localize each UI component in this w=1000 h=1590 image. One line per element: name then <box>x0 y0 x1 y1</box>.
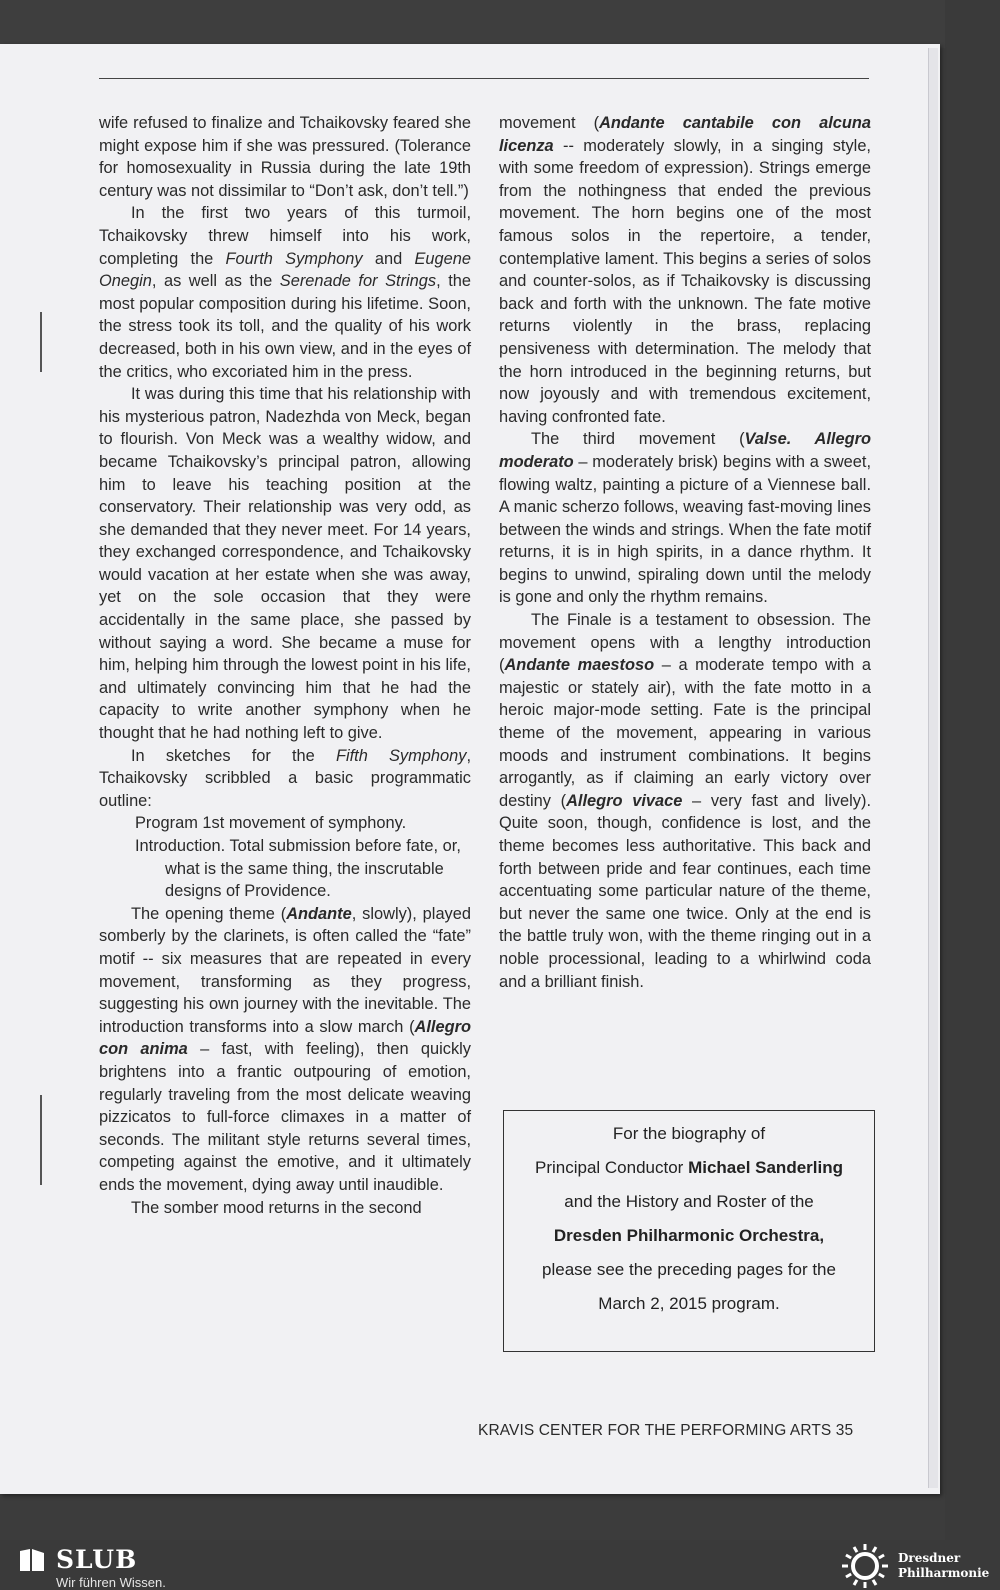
left-column <box>99 112 471 1219</box>
sunburst-logo-icon <box>840 1543 890 1589</box>
page-footer <box>478 1422 853 1440</box>
partner-name: Dresdner Philharmonie <box>898 1551 990 1580</box>
work-title: Fourth Symphony <box>225 249 363 268</box>
bio-line: For the biography of <box>612 1124 766 1143</box>
bio-line: March 2, 2015 program. <box>598 1294 780 1313</box>
bio-line: Principal Conductor Michael Sanderling <box>534 1158 843 1177</box>
dresdner-philharmonie-logo[interactable] <box>840 1543 1000 1589</box>
slub-tagline: Wir führen Wissen. <box>56 1575 166 1590</box>
right-column <box>499 112 871 993</box>
binding-mark <box>40 312 42 372</box>
bio-line: please see the preceding pages for the <box>542 1260 836 1279</box>
paragraph: movement (Andante cantabile con alcuna licenza -- moderately slowly, in a singing style, with some freedom of expression). Strings emerge from the nothingness that ended the previous movement. The horn begins one of the most famous solos in the repertoire, a tender, contemplative lament. This begins a series of solos and counter-solos, as if Tchaikovsky is discussing back and forth with the unknown. The fate motive returns violently in the brass, replacing pensiveness with determination. The melody that the horn introduced in the beginning returns, but now joyously and with tremendous excitement, having confronted fate. <box>499 114 871 426</box>
tempo-marking: Allegro vivace <box>566 791 683 810</box>
scan-background-right <box>945 0 1000 1540</box>
book-icon <box>18 1547 48 1573</box>
conductor-name: Michael Sanderling <box>688 1158 843 1177</box>
orchestra-name: Dresden Philharmonic Orchestra, <box>553 1226 825 1245</box>
biography-notice-box <box>503 1110 875 1352</box>
scan-background-top <box>0 0 1000 48</box>
tempo-marking: Andante <box>286 904 352 923</box>
tempo-marking: Andante cantabile con alcuna licenza <box>499 114 871 155</box>
paragraph: The third movement (Valse. Allegro moderato – moderately brisk) begins with a sweet, flowing waltz, painting a picture of a Viennese ball. A manic scherzo follows, weaving fast-moving lines between the winds and strings. When the fate motif returns, it is in high spirits, in a dance rhythm. It begins to unwind, spiraling down until the melody is gone and only the rhythm remains. <box>499 430 871 607</box>
paragraph: It was during this time that his relationship with his mysterious patron, Nadezhda von Meck, began to flourish. Von Meck was a wealthy widow, and became Tchaikovsky’s principal patron, allowing him to leave his teaching position at the conservatory. Their relationship was very odd, as she demanded that they never meet. For 14 years, they exchanged correspondence, and Tchaikovsky would vacation at her estate when she was away, yet on the sole occasion that they were accidentally in the same place, she passed by without saying a word. She became a muse for him, helping him through the lowest point in his life, and ultimately convincing him that he had the capacity to write another symphony when he thought that he had nothing left to give. <box>99 385 471 743</box>
bio-line <box>504 1219 874 1253</box>
paragraph: In sketches for the Fifth Symphony, Tchaikovsky scribbled a basic programmatic outline: <box>99 746 472 810</box>
paragraph: The somber mood returns in the second <box>131 1198 422 1217</box>
paragraph: The opening theme (Andante, slowly), played somberly by the clarinets, is often called the “fate” motif -- six measures that are repeated in every movement, transforming as they progress, suggesting his own journey with the inevitable. The introduction transforms into a slow march (Allegro con anima – fast, with feeling), then quickly brightens into a frantic outpouring of emotion, regularly traveling from the most delicate weaving pizzicatos to full-force climaxes in a matter of seconds. The militant style returns several times, competing against the emotive, and it ultimately ends the movement, dying away until inaudible. <box>99 904 471 1194</box>
paragraph: The Finale is a testament to obsession. The movement opens with a lengthy introduction (Andante maestoso – a moderate tempo with a majestic or stately air), with the fate motto in a heroic major-mode setting. Fate is the principal theme of the movement, appearing in various moods and instrument combinations. It begins arrogantly, as if claiming an early victory over destiny (Allegro vivace – very fast and lively). Quite soon, though, confidence is lost, and the theme becomes less authoritative. This back and forth between pride and fear continues, each time accentuating some particular nature of the theme, but never the same one twice. Only at the end is the battle truly won, with the theme ringing out in a noble processional, leading to a whirlwind coda and a brilliant finish. <box>499 611 872 991</box>
slub-logo[interactable] <box>12 1545 212 1589</box>
paragraph: In the first two years of this turmoil, Tchaikovsky threw himself into his work, completing the Fourth Symphony and Eugene Onegin, as well as the Serenade for Strings, the most popular composition during his lifetime. Soon, the stress took its toll, and the quality of his work decreased, both in his own view, and in the eyes of the critics, who excoriated him in the press. <box>99 204 471 381</box>
program-outline-line: Introduction. Total submission before fate, or, what is the same thing, the inscrutable designs of Providence. <box>135 837 461 901</box>
slub-name: SLUB <box>56 1545 138 1574</box>
work-title: Eugene Onegin <box>99 249 471 291</box>
tempo-marking: Valse. Allegro moderato <box>499 430 871 471</box>
work-title: Fifth Symphony <box>335 746 467 765</box>
work-title: Serenade for Strings <box>279 272 437 291</box>
bio-line: and the History and Roster of the <box>564 1192 814 1211</box>
page-number: 35 <box>835 1422 854 1439</box>
header-rule <box>99 78 869 79</box>
paragraph: wife refused to finalize and Tchaikovsky feared she might expose him if she was pressured. (Tolerance for homosexuality in Russia during the late 19th century was not dissimilar to “Don’t ask, don’t tell.”) <box>99 114 471 200</box>
binding-mark <box>40 1095 42 1185</box>
program-outline-line: Program 1st movement of symphony. <box>135 814 407 833</box>
footer-venue: KRAVIS CENTER FOR THE PERFORMING ARTS <box>478 1422 832 1439</box>
page-edge <box>928 48 938 1488</box>
tempo-marking: Allegro con anima <box>99 1017 471 1059</box>
tempo-marking: Andante maestoso <box>504 656 655 675</box>
